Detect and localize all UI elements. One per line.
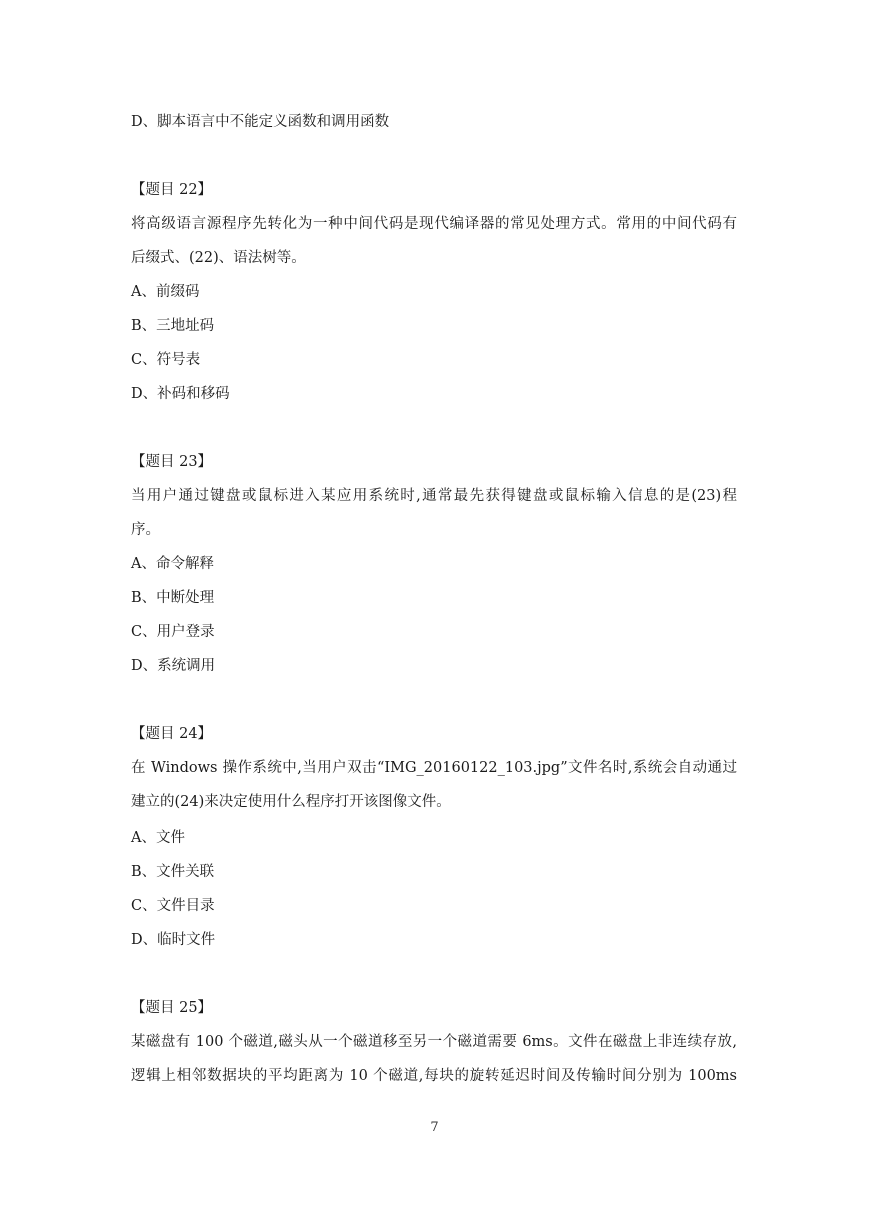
question-22-option-a: A、前缀码: [131, 284, 200, 300]
question-25-stem-line-1: 某磁盘有 100 个磁道,磁头从一个磁道移至另一个磁道需要 6ms。文件在磁盘上非连续存放,: [131, 1034, 737, 1050]
question-23-heading: 【题目 23】: [131, 454, 213, 470]
question-23-stem-line-1: 当用户通过键盘或鼠标进入某应用系统时,通常最先获得键盘或鼠标输入信息的是(23)程: [131, 488, 737, 504]
question-24-option-d: D、临时文件: [131, 932, 216, 948]
question-24-option-a: A、文件: [131, 830, 185, 846]
question-24-heading: 【题目 24】: [131, 726, 213, 742]
question-23-option-c: C、用户登录: [131, 624, 215, 640]
question-22-option-d: D、补码和移码: [131, 386, 230, 402]
prev-question-option-d: D、脚本语言中不能定义函数和调用函数: [131, 114, 390, 130]
question-23-option-a: A、命令解释: [131, 556, 214, 572]
question-23-stem-line-2: 序。: [131, 522, 160, 538]
question-24-option-b: B、文件关联: [131, 864, 215, 880]
question-23-option-b: B、中断处理: [131, 590, 215, 606]
question-22-option-b: B、三地址码: [131, 318, 215, 334]
question-25-heading: 【题目 25】: [131, 1000, 213, 1016]
question-24-stem-line-2: 建立的(24)来决定使用什么程序打开该图像文件。: [131, 794, 451, 810]
question-24-option-c: C、文件目录: [131, 898, 215, 914]
page-number: 7: [430, 1120, 439, 1135]
question-22-heading: 【题目 22】: [131, 182, 213, 198]
question-22-option-c: C、符号表: [131, 352, 201, 368]
question-24-stem-line-1: 在 Windows 操作系统中,当用户双击“IMG_20160122_103.jpg”文件名时,系统会自动通过: [131, 760, 737, 776]
question-25-stem-line-2: 逻辑上相邻数据块的平均距离为 10 个磁道,每块的旋转延迟时间及传输时间分别为 100ms: [131, 1068, 737, 1084]
question-23-option-d: D、系统调用: [131, 658, 216, 674]
question-22-stem-line-1: 将高级语言源程序先转化为一种中间代码是现代编译器的常见处理方式。常用的中间代码有: [131, 216, 737, 232]
question-22-stem-line-2: 后缀式、(22)、语法树等。: [131, 250, 306, 266]
